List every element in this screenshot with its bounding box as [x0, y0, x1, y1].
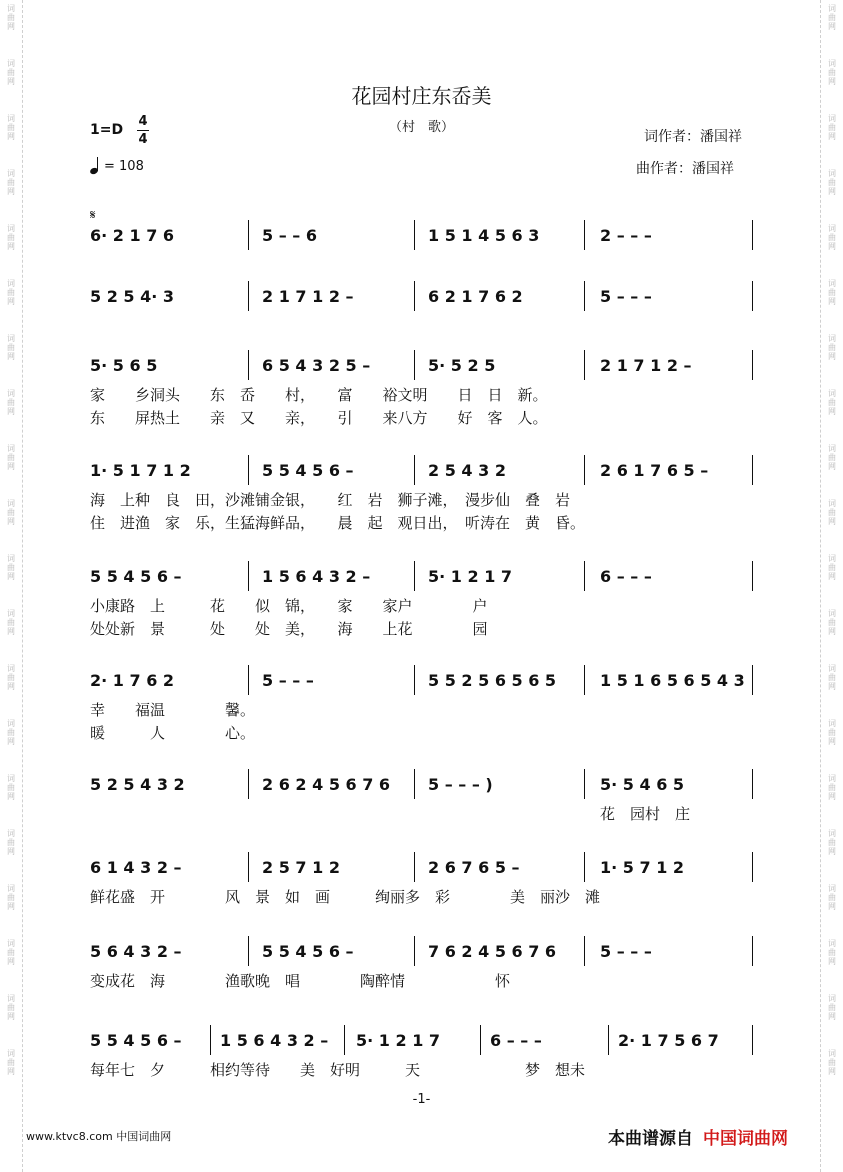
measure: 2 6 7 6 5 –: [428, 858, 520, 877]
left-watermark-strip: [0, 0, 23, 1172]
watermark-text: 词 曲 网: [828, 1049, 836, 1076]
barline: [584, 936, 585, 966]
measure: 1· 5 7 1 2: [600, 858, 685, 877]
watermark-text: 词 曲 网: [828, 224, 836, 251]
key-signature: 1=D: [90, 122, 124, 138]
barline: [414, 220, 415, 250]
song-title: 花园村庄东岙美: [351, 84, 492, 108]
watermark-text: 词 曲 网: [828, 59, 836, 86]
barline: [414, 281, 415, 311]
barline: [414, 561, 415, 591]
barline: [752, 665, 753, 695]
measure: 1 5 6 4 3 2 –: [262, 567, 371, 586]
song-subtitle: （村 歌）: [388, 120, 454, 135]
barline: [248, 350, 249, 380]
lyric-line: 住 进渔 家 乐，生猛海鲜品， 晨 起 观日出， 听涛在 黄 昏。: [90, 514, 586, 532]
measure: 6 2 1 7 6 2: [428, 287, 523, 306]
measure: 5 – – – ): [428, 775, 493, 794]
watermark-text: 词 曲 网: [7, 4, 15, 31]
lyric-line: 小康路 上 花 似 锦， 家 家户 户: [90, 597, 488, 615]
watermark-text: 词 曲 网: [828, 554, 836, 581]
measure: 5 5 2 5 6 5 6 5: [428, 671, 557, 690]
lyric-line: 海 上种 良 田，沙滩铺金银， 红 岩 狮子滩， 漫步仙 叠 岩: [90, 491, 571, 509]
lyric-line: 家 乡洞头 东 岙 村， 富 裕文明 日 日 新。: [90, 386, 548, 404]
watermark-text: 词 曲 网: [7, 389, 15, 416]
measure: 2 6 1 7 6 5 –: [600, 461, 709, 480]
footer-source: [608, 1124, 788, 1149]
measure: 6 1 4 3 2 –: [90, 858, 182, 877]
page-number: -1-: [412, 1092, 431, 1107]
lyric-line: 幸 福温 馨。: [90, 701, 256, 719]
lyric-line: 每年七 夕 相约等待 美 好明 天 梦 想未: [90, 1061, 586, 1079]
measure: 5 6 4 3 2 –: [90, 942, 182, 961]
measure: 2 5 4 3 2: [428, 461, 506, 480]
footer-source-name: 中国词曲网: [703, 1129, 788, 1149]
composer-credit: 曲作者：潘国祥: [636, 161, 734, 177]
barline: [752, 1025, 753, 1055]
watermark-text: 词 曲 网: [828, 389, 836, 416]
watermark-text: 词 曲 网: [7, 444, 15, 471]
watermark-text: 词 曲 网: [828, 994, 836, 1021]
lyric-line: 鲜花盛 开 风 景 如 画 绚丽多 彩 美 丽沙 滩: [90, 888, 601, 906]
watermark-text: 词 曲 网: [828, 169, 836, 196]
measure: 2 6 2 4 5 6 7 6: [262, 775, 391, 794]
right-watermark-strip: [820, 0, 843, 1172]
barline: [752, 936, 753, 966]
watermark-text: 词 曲 网: [7, 114, 15, 141]
measure: 5 – – 6: [262, 226, 317, 245]
time-signature: [136, 113, 150, 148]
barline: [414, 350, 415, 380]
measure: 1· 5 1 7 1 2: [90, 461, 191, 480]
measure: 5· 5 4 6 5: [600, 775, 685, 794]
watermark-text: 词 曲 网: [828, 939, 836, 966]
barline: [248, 936, 249, 966]
measure: 5 5 4 5 6 –: [262, 942, 354, 961]
watermark-text: 词 曲 网: [7, 774, 15, 801]
measure: 5 5 4 5 6 –: [262, 461, 354, 480]
barline: [248, 281, 249, 311]
barline: [248, 561, 249, 591]
measure: 6 – – –: [600, 567, 652, 586]
barline: [414, 936, 415, 966]
watermark-text: 词 曲 网: [828, 499, 836, 526]
measure: 2 – – –: [600, 226, 652, 245]
watermark-text: 词 曲 网: [7, 224, 15, 251]
measure: 6 – – –: [490, 1031, 542, 1050]
lyric-line: 变成花 海 渔歌晚 唱 陶醉情 怀: [90, 972, 511, 990]
footer-site: www.ktvc8.com 中国词曲网: [26, 1130, 172, 1143]
barline: [752, 561, 753, 591]
watermark-text: 词 曲 网: [828, 609, 836, 636]
barline: [752, 281, 753, 311]
measure: 2· 1 7 6 2: [90, 671, 175, 690]
watermark-text: 词 曲 网: [7, 829, 15, 856]
measure: 7 6 2 4 5 6 7 6: [428, 942, 557, 961]
barline: [414, 769, 415, 799]
measure: 5· 5 6 5: [90, 356, 158, 375]
measure: 1 5 1 6 5 6 5 4 3: [600, 671, 745, 690]
barline: [752, 852, 753, 882]
measure: 5 – – –: [600, 287, 652, 306]
barline: [584, 852, 585, 882]
measure: 5 – – –: [262, 671, 314, 690]
time-signature-top: 4: [138, 114, 148, 129]
watermark-text: 词 曲 网: [828, 884, 836, 911]
barline: [584, 455, 585, 485]
measure: 2 5 7 1 2: [262, 858, 340, 877]
watermark-text: 词 曲 网: [828, 719, 836, 746]
barline: [414, 665, 415, 695]
measure: 5 5 4 5 6 –: [90, 567, 182, 586]
lyric-line: 东 屏热土 亲 又 亲， 引 来八方 好 客 人。: [90, 409, 548, 427]
barline: [248, 220, 249, 250]
watermark-text: 词 曲 网: [828, 279, 836, 306]
watermark-text: 词 曲 网: [7, 59, 15, 86]
barline: [414, 455, 415, 485]
quarter-note-icon: [90, 156, 100, 174]
barline: [210, 1025, 211, 1055]
barline: [248, 455, 249, 485]
barline: [248, 665, 249, 695]
watermark-text: 词 曲 网: [828, 4, 836, 31]
watermark-text: 词 曲 网: [828, 114, 836, 141]
measure: 1 5 1 4 5 6 3: [428, 226, 540, 245]
lyric-line: 花 园村 庄: [90, 805, 691, 823]
measure: 1 5 6 4 3 2 –: [220, 1031, 329, 1050]
lyric-line: 暖 人 心。: [90, 724, 256, 742]
watermark-text: 词 曲 网: [7, 719, 15, 746]
measure: 5· 1 2 1 7: [428, 567, 513, 586]
barline: [584, 769, 585, 799]
watermark-text: 词 曲 网: [7, 169, 15, 196]
barline: [584, 665, 585, 695]
barline: [480, 1025, 481, 1055]
measure: 5 5 4 5 6 –: [90, 1031, 182, 1050]
barline: [344, 1025, 345, 1055]
measure: 5· 5 2 5: [428, 356, 496, 375]
watermark-text: 词 曲 网: [7, 1049, 15, 1076]
measure: 5 2 5 4· 3: [90, 287, 175, 306]
segno-icon: 𝄋: [90, 208, 96, 223]
watermark-text: 词 曲 网: [7, 499, 15, 526]
watermark-text: 词 曲 网: [7, 334, 15, 361]
measure: 6 5 4 3 2 5 –: [262, 356, 371, 375]
tempo-marking: [90, 156, 144, 174]
tempo-value: = 108: [104, 159, 144, 174]
barline: [248, 852, 249, 882]
watermark-text: 词 曲 网: [7, 994, 15, 1021]
barline: [752, 455, 753, 485]
barline: [584, 281, 585, 311]
watermark-text: 词 曲 网: [7, 939, 15, 966]
measure: 2· 1 7 5 6 7: [618, 1031, 719, 1050]
time-signature-bottom: 4: [138, 132, 148, 147]
measure: 5· 1 2 1 7: [356, 1031, 441, 1050]
barline: [752, 769, 753, 799]
barline: [608, 1025, 609, 1055]
watermark-text: 词 曲 网: [7, 884, 15, 911]
watermark-text: 词 曲 网: [7, 609, 15, 636]
measure: 2 1 7 1 2 –: [600, 356, 692, 375]
watermark-text: 词 曲 网: [828, 829, 836, 856]
lyric-line: 处处新 景 处 处 美， 海 上花 园: [90, 620, 488, 638]
barline: [584, 220, 585, 250]
barline: [584, 350, 585, 380]
watermark-text: 词 曲 网: [7, 554, 15, 581]
barline: [584, 561, 585, 591]
measure: 5 – – –: [600, 942, 652, 961]
watermark-text: 词 曲 网: [7, 279, 15, 306]
watermark-text: 词 曲 网: [828, 664, 836, 691]
barline: [248, 769, 249, 799]
lyricist-credit: 词作者：潘国祥: [644, 129, 742, 145]
measure: 6· 2 1 7 6: [90, 226, 175, 245]
watermark-text: 词 曲 网: [828, 774, 836, 801]
barline: [752, 220, 753, 250]
watermark-text: 词 曲 网: [828, 444, 836, 471]
measure: 5 2 5 4 3 2: [90, 775, 185, 794]
footer-source-label: 本曲谱源自: [608, 1129, 693, 1149]
barline: [752, 350, 753, 380]
measure: 2 1 7 1 2 –: [262, 287, 354, 306]
barline: [414, 852, 415, 882]
watermark-text: 词 曲 网: [7, 664, 15, 691]
watermark-text: 词 曲 网: [828, 334, 836, 361]
